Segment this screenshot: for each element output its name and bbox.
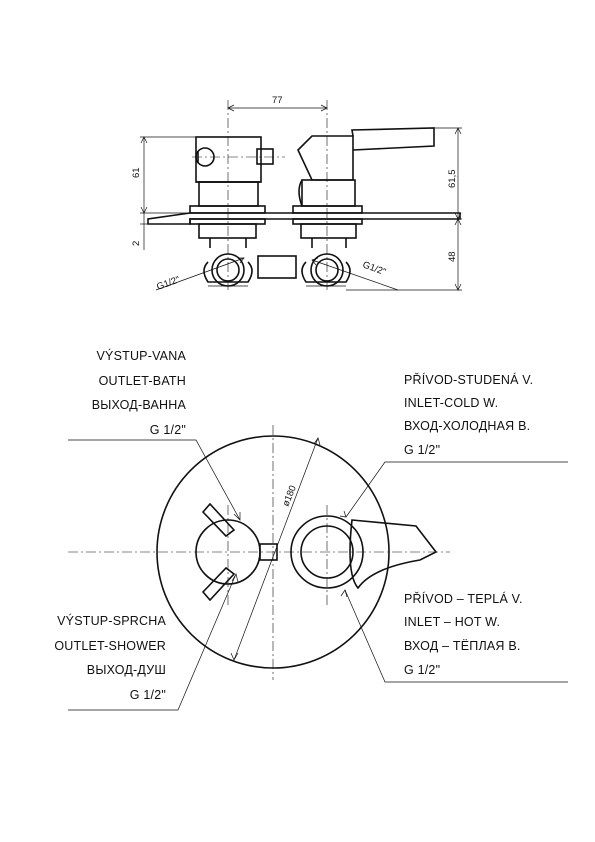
label-inlet-cold: [404, 372, 533, 457]
inlet-cold-line-2: INLET-COLD W.: [404, 396, 499, 410]
outlet-bath-line-1: VÝSTUP-VANA: [96, 349, 186, 363]
outlet-bath-line-4: G 1/2": [149, 423, 186, 437]
dim-gap-value: 2: [131, 240, 142, 246]
inlet-hot-line-3: ВХОД – ТЁПЛАЯ В.: [404, 639, 521, 653]
inlet-hot-line-2: INLET – HOT W.: [404, 615, 501, 629]
outlet-shower-line-4: G 1/2": [129, 688, 166, 702]
dim-height-left-value: 61: [131, 167, 142, 178]
outlet-shower-line-3: ВЫХОД-ДУШ: [86, 663, 166, 677]
dimension-left: [131, 137, 196, 250]
label-outlet-shower: [54, 613, 166, 702]
outlet-shower-line-2: OUTLET-SHOWER: [54, 639, 166, 653]
outlet-bath-line-3: ВЫХОД-ВАННА: [91, 398, 186, 412]
label-inlet-hot: [404, 591, 523, 677]
inlet-cold-line-3: ВХОД-ХОЛОДНАЯ В.: [404, 419, 531, 433]
dimension-diameter: [231, 438, 320, 660]
thread-left-label: G1/2": [155, 274, 182, 293]
outlet-shower-line-1: VÝSTUP-SPRCHA: [57, 614, 166, 628]
thread-right-label: G1/2": [360, 259, 388, 279]
mixer-body: [293, 128, 434, 238]
diverter-body: [190, 137, 273, 238]
dim-height-right-value: 61,5: [447, 169, 458, 188]
dim-diameter-value: ø180: [280, 483, 299, 509]
dimension-width: [228, 95, 327, 111]
inlet-hot-line-4: G 1/2": [404, 663, 441, 677]
label-outlet-bath: [92, 348, 187, 437]
dim-depth-value: 48: [447, 251, 458, 262]
inlet-cold-line-1: PŘÍVOD-STUDENÁ V.: [404, 373, 534, 387]
inlet-cold-line-4: G 1/2": [404, 443, 441, 457]
inlet-hot-line-1: PŘÍVOD – TEPLÁ V.: [404, 592, 523, 606]
inlet-connector: [204, 238, 350, 286]
outlet-bath-line-2: OUTLET-BATH: [98, 374, 186, 388]
dim-width-value: 77: [272, 95, 283, 106]
top-view: [131, 95, 462, 293]
